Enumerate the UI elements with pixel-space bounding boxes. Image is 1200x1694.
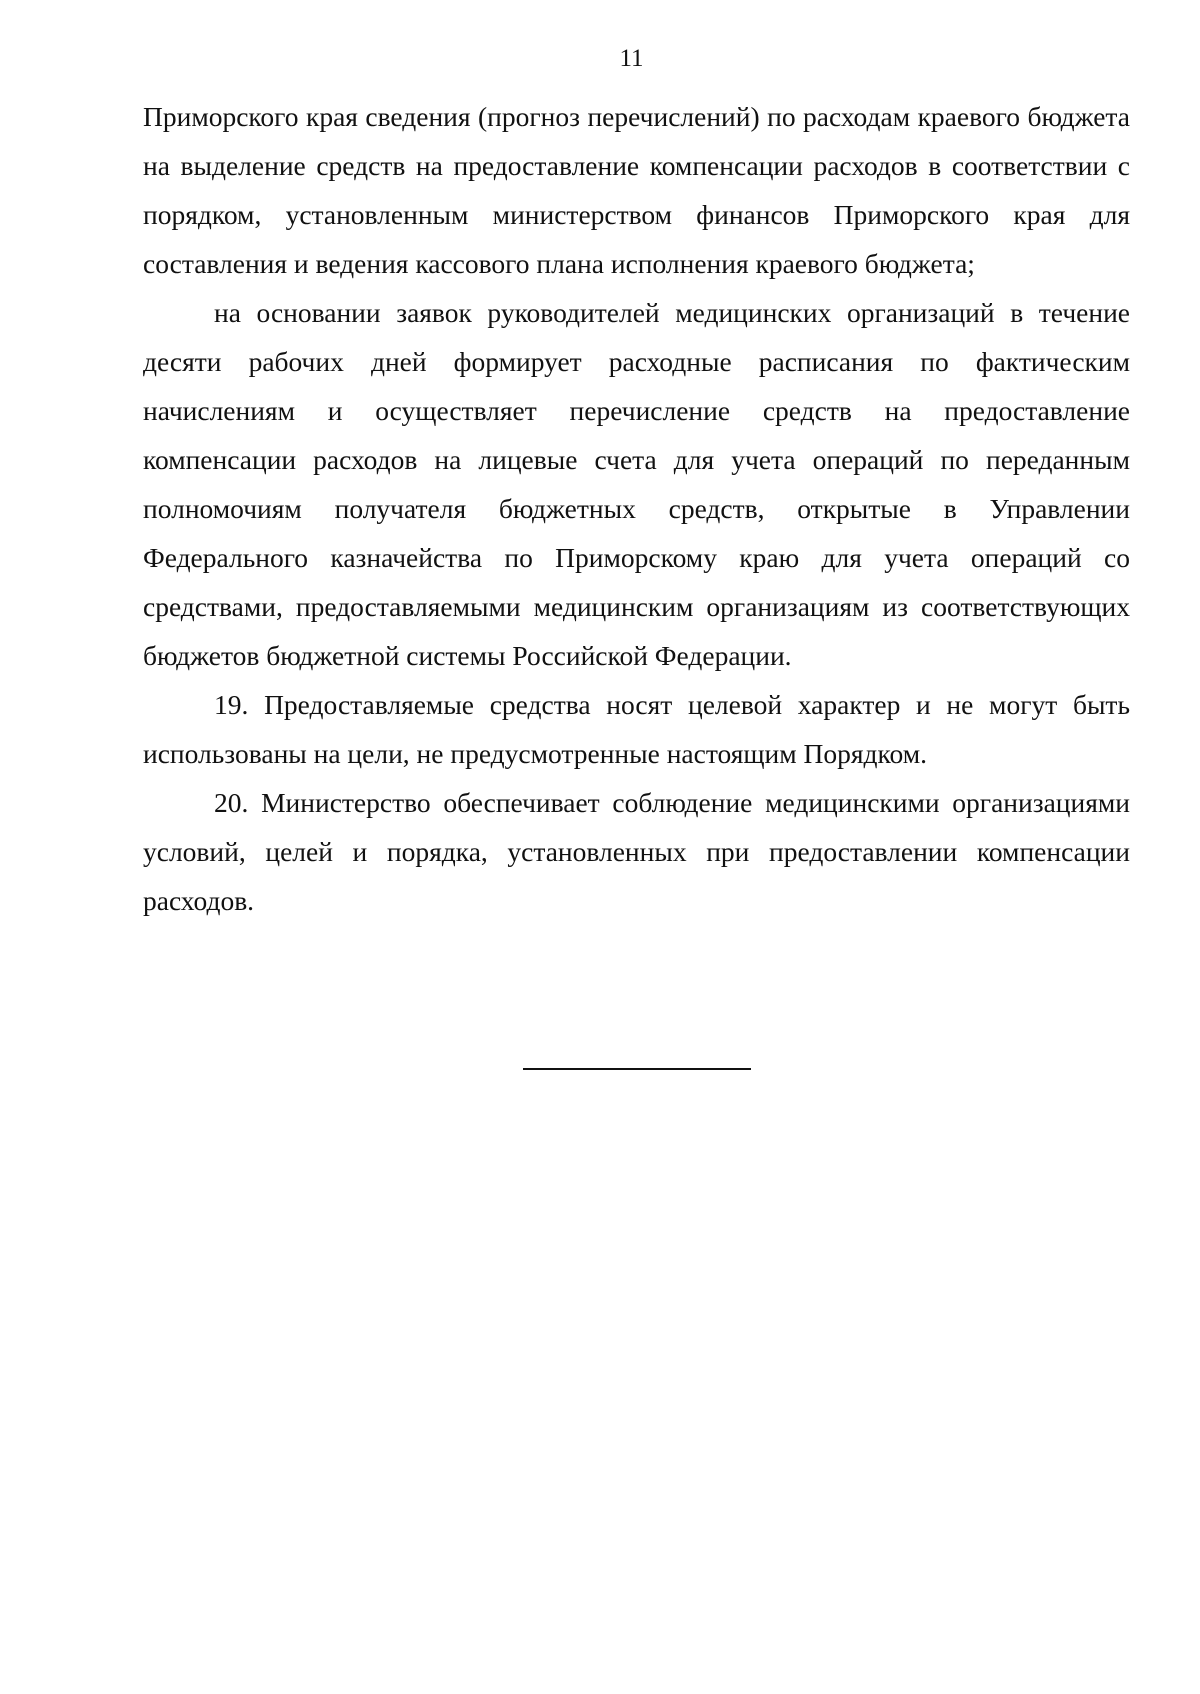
page-number: 11 [619, 45, 644, 72]
paragraph-payment-procedure: на основании заявок руководителей медицинских организаций в течение десяти рабочих дней формирует расходные расписания по фактическим начислениям и осуществляет перечисление средств на предоставление компенсации расходов на лицевые счета для учета операций по переданным полномочиям получателя бюджетных средств, открытые в Управлении Федерального казначейства по Приморскому краю для учета операций со средствами, предоставляемыми медицинским организациям из соответствующих бюджетов бюджетной системы Российской Федерации. [143, 297, 1130, 671]
end-of-document-rule [523, 1068, 751, 1070]
document-body [143, 92, 1130, 925]
paragraph-continuation: Приморского края сведения (прогноз перечислений) по расходам краевого бюджета на выделение средств на предоставление компенсации расходов в соответствии с порядком, установленным министерством финансов Приморского края для составления и ведения кассового плана исполнения краевого бюджета; [143, 101, 1130, 279]
paragraph-item-19: 19. Предоставляемые средства носят целевой характер и не могут быть использованы на цели, не предусмотренные настоящим Порядком. [143, 689, 1130, 769]
paragraph-item-20: 20. Министерство обеспечивает соблюдение медицинскими организациями условий, целей и порядка, установленных при предоставлении компенсации расходов. [143, 787, 1130, 916]
